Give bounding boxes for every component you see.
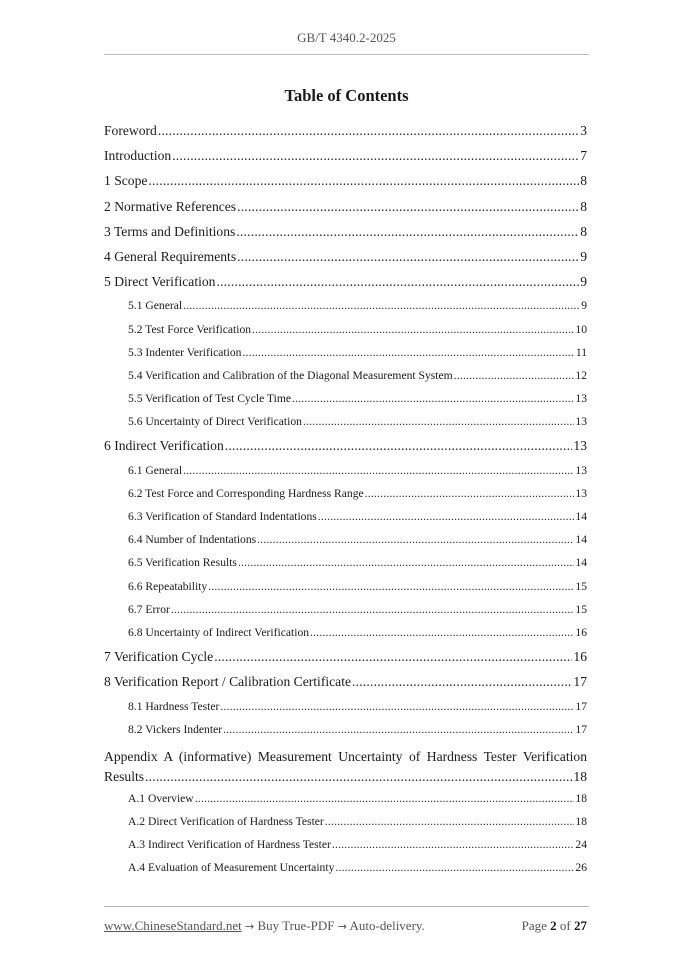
page-footer: [104, 918, 587, 934]
running-header: GB/T 4340.2-2025: [297, 30, 396, 45]
toc-entry-page: 9: [581, 299, 587, 313]
dot-leader: [216, 269, 579, 294]
arrow-right-icon: →: [245, 920, 255, 933]
toc-entry-title: A.4 Evaluation of Measurement Uncertainty: [128, 861, 335, 875]
toc-subentry[interactable]: [104, 575, 587, 598]
dot-leader: [237, 194, 579, 219]
dot-leader: [223, 718, 574, 741]
toc-entry-page: 8: [580, 173, 587, 189]
toc-subentry[interactable]: [104, 318, 587, 341]
toc-entry-page: 16: [573, 649, 587, 665]
site-link[interactable]: www.ChineseStandard.net: [104, 918, 242, 933]
dot-leader: [292, 387, 574, 410]
appendix-title-continuation: Results: [104, 768, 145, 784]
appendix-subentries: [104, 787, 587, 880]
toc-entry-title: 6.5 Verification Results: [128, 556, 237, 570]
toc-subentry[interactable]: [104, 810, 587, 833]
toc-entry-title: Foreword: [104, 123, 157, 138]
appendix-page-number: 18: [573, 768, 587, 784]
toc-entry-title: 5 Direct Verification: [104, 274, 216, 290]
toc-entry-title: A.2 Direct Verification of Hardness Tester: [128, 815, 324, 829]
appendix-title-line-2: [104, 767, 587, 787]
dot-leader: [171, 598, 575, 621]
toc-entry-page: 13: [575, 415, 587, 429]
toc-entry-title: 6.8 Uncertainty of Indirect Verification: [128, 625, 310, 639]
dot-leader: [208, 575, 574, 598]
dot-leader: [352, 669, 572, 694]
toc-entry[interactable]: [104, 433, 587, 458]
toc-entry-page: 11: [575, 345, 587, 359]
toc-entry-page: 18: [575, 791, 587, 805]
toc-subentry[interactable]: [104, 695, 587, 718]
toc-entry-page: 24: [575, 838, 587, 852]
toc-entry-page: 8: [580, 198, 587, 214]
page-indicator: [522, 918, 587, 934]
toc-entry-title: Introduction: [104, 148, 172, 164]
toc-entry-title: A.3 Indirect Verification of Hardness Tester: [128, 838, 331, 852]
dot-leader: [365, 482, 575, 505]
toc-entry-title: 4 General Requirements: [104, 248, 237, 264]
current-page-number: 2: [550, 918, 557, 933]
toc-entry-page: 10: [575, 322, 587, 336]
dot-leader: [220, 695, 574, 718]
toc-entry-page: 13: [575, 392, 587, 406]
toc-subentry[interactable]: [104, 528, 587, 551]
toc-entry[interactable]: [104, 644, 587, 669]
dot-leader: [257, 528, 574, 551]
dot-leader: [183, 294, 580, 317]
page-word: Page: [521, 918, 547, 933]
toc-entry-page: 14: [575, 533, 587, 547]
toc-entry-title: 8.2 Vickers Indenter: [128, 722, 223, 736]
dot-leader: [332, 833, 575, 856]
table-of-contents: [104, 118, 587, 880]
footer-divider: [104, 906, 589, 907]
dot-leader: [335, 856, 574, 879]
footer-promo: [104, 918, 425, 934]
dot-leader: [225, 433, 573, 458]
toc-entry-title: 6.6 Repeatability: [128, 579, 208, 593]
page-title: Table of Contents: [284, 86, 409, 105]
toc-entry[interactable]: [104, 168, 587, 193]
dot-leader: [325, 810, 575, 833]
toc-subentry[interactable]: [104, 364, 587, 387]
header-divider: [104, 54, 589, 55]
toc-entry-page: 14: [575, 510, 587, 523]
toc-subentry[interactable]: [104, 482, 587, 505]
toc-subentry[interactable]: [104, 621, 587, 644]
toc-entry-page: 8: [580, 223, 587, 239]
dot-leader: [172, 143, 579, 168]
toc-entry-title: 3 Terms and Definitions: [104, 223, 236, 239]
dot-leader: [195, 787, 575, 810]
toc-subentry[interactable]: [104, 787, 587, 810]
dot-leader: [145, 767, 572, 787]
toc-subentry[interactable]: [104, 551, 587, 574]
toc-subentry[interactable]: [104, 833, 587, 856]
toc-entry-page: 9: [580, 274, 587, 290]
toc-entry-title: 5.2 Test Force Verification: [128, 322, 252, 336]
toc-entry-title: 6.2 Test Force and Corresponding Hardness Range: [128, 486, 364, 500]
toc-entry-page: 9: [580, 248, 587, 264]
auto-delivery-text: Auto-delivery.: [349, 918, 425, 933]
toc-subentry[interactable]: [104, 459, 587, 482]
dot-leader: [237, 244, 579, 269]
toc-entry-title: 5.3 Indenter Verification: [128, 345, 242, 359]
toc-entry-title: 6.3 Verification of Standard Indentations: [128, 510, 317, 523]
toc-entry-page: 16: [575, 625, 587, 639]
toc-entry-page: 17: [575, 699, 587, 713]
toc-entry-title: 6 Indirect Verification: [104, 438, 224, 454]
toc-subentry[interactable]: [104, 598, 587, 621]
dot-leader: [252, 318, 574, 341]
toc-entry-page: 3: [580, 123, 587, 138]
toc-entry-page: 13: [575, 486, 587, 500]
toc-subentry[interactable]: [104, 341, 587, 364]
dot-leader: [454, 364, 575, 387]
dot-leader: [236, 219, 579, 244]
toc-entry-page: 18: [575, 815, 587, 829]
arrow-right-icon: →: [337, 920, 347, 933]
toc-entry[interactable]: [104, 269, 587, 294]
toc-entry-page: 17: [573, 674, 587, 690]
toc-entry-page: 13: [575, 463, 587, 477]
toc-subentry[interactable]: [104, 505, 587, 528]
dot-leader: [238, 551, 574, 574]
toc-entry-title: 1 Scope: [104, 173, 148, 189]
total-pages: 27: [574, 918, 587, 933]
toc-entry[interactable]: [104, 194, 587, 219]
toc-entry[interactable]: [104, 219, 587, 244]
toc-entry-title: 7 Verification Cycle: [104, 649, 214, 665]
toc-entry-title: 5.5 Verification of Test Cycle Time: [128, 392, 291, 406]
dot-leader: [214, 644, 572, 669]
toc-entry[interactable]: [104, 669, 587, 694]
dot-leader: [183, 459, 574, 482]
dot-leader: [242, 341, 574, 364]
toc-entry-title: A.1 Overview: [128, 791, 194, 805]
dot-leader: [310, 621, 574, 644]
toc-entry-title: 6.1 General: [128, 463, 183, 477]
toc-entry-page: 26: [575, 861, 587, 875]
toc-entry-page: 14: [575, 556, 587, 570]
toc-entries: [104, 118, 587, 741]
toc-entry-page: 7: [580, 148, 587, 164]
toc-entry-appendix-a[interactable]: [104, 741, 587, 787]
buy-pdf-text: Buy True-PDF: [257, 918, 335, 933]
toc-entry-title: 6.4 Number of Indentations: [128, 533, 257, 547]
dot-leader: [303, 410, 574, 433]
of-word: of: [559, 918, 571, 933]
toc-subentry[interactable]: [104, 410, 587, 433]
toc-entry-title: 2 Normative References: [104, 198, 237, 214]
toc-entry-title: 6.7 Error: [128, 602, 170, 616]
toc-entry-page: 15: [575, 579, 587, 593]
toc-entry[interactable]: [104, 244, 587, 269]
toc-entry-page: 15: [575, 602, 587, 616]
dot-leader: [158, 118, 579, 143]
toc-entry-title: 5.1 General: [128, 299, 183, 313]
toc-entry-page: 12: [575, 368, 587, 382]
toc-subentry[interactable]: [104, 387, 587, 410]
dot-leader: [148, 168, 579, 193]
toc-entry[interactable]: [104, 118, 587, 143]
toc-entry-page: 13: [573, 438, 587, 454]
appendix-title-line-1: Appendix A (informative) Measurement Uncertainty of Hardness Tester Verification: [104, 748, 587, 764]
dot-leader: [318, 505, 575, 528]
toc-entry-title: 5.6 Uncertainty of Direct Verification: [128, 415, 302, 429]
toc-entry-title: 8.1 Hardness Tester: [128, 699, 220, 713]
toc-subentry[interactable]: [104, 718, 587, 741]
toc-entry-title: 5.4 Verification and Calibration of the Diagonal Measurement System: [128, 368, 453, 382]
toc-entry-page: 17: [575, 722, 587, 736]
toc-entry[interactable]: [104, 143, 587, 168]
toc-subentry[interactable]: [104, 294, 587, 317]
toc-subentry[interactable]: [104, 856, 587, 879]
toc-entry-title: 8 Verification Report / Calibration Certificate: [104, 674, 352, 690]
